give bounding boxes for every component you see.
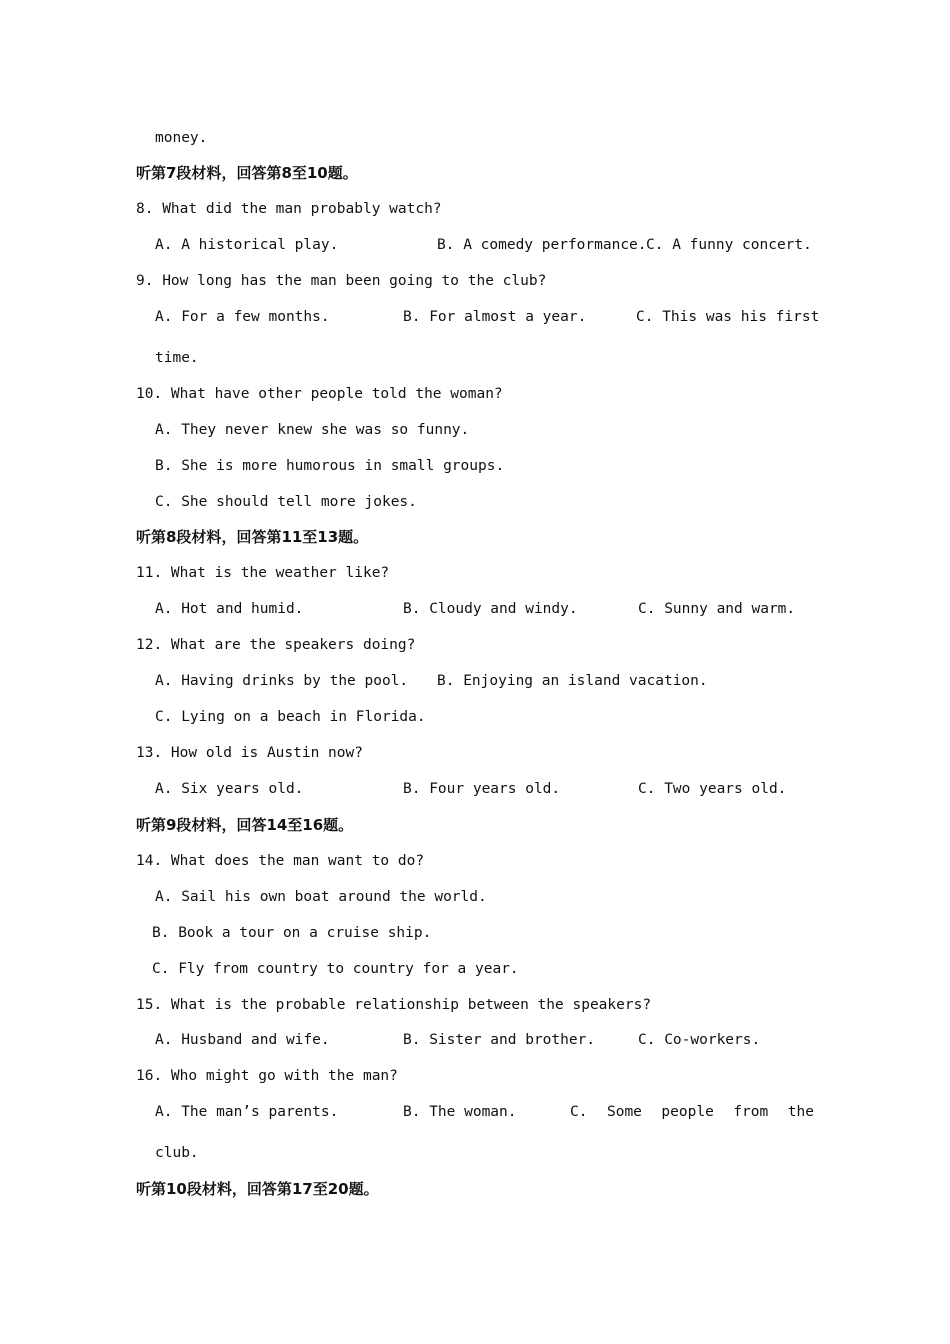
q16-option-c-word: people xyxy=(661,1104,714,1120)
q13-option-b: B. Four years old. xyxy=(403,781,561,797)
q9-option-c-cont: time. xyxy=(155,350,199,366)
q9-option-a: A. For a few months. xyxy=(155,309,330,325)
q16-option-b: B. The woman. xyxy=(403,1104,517,1120)
q8-option-c: C. A funny concert. xyxy=(646,237,812,253)
q11-option-c: C. Sunny and warm. xyxy=(638,601,796,617)
q16-option-a: A. The man’s parents. xyxy=(155,1104,339,1120)
q10-option-b: B. She is more humorous in small groups. xyxy=(155,458,505,474)
q13-option-c: C. Two years old. xyxy=(638,781,787,797)
question-15: 15. What is the probable relationship between the speakers? xyxy=(136,997,652,1013)
q16-option-c-word: Some xyxy=(606,1104,642,1120)
q12-option-b: B. Enjoying an island vacation. xyxy=(437,673,708,689)
section-heading-10: 听第10段材料，回答第17至20题。 xyxy=(136,1180,379,1198)
section-heading-9: 听第9段材料，回答14至16题。 xyxy=(136,816,354,834)
question-9: 9. How long has the man been going to the club? xyxy=(136,273,547,289)
q16-option-c-word: the xyxy=(787,1104,814,1120)
q9-option-b: B. For almost a year. xyxy=(403,309,587,325)
question-8: 8. What did the man probably watch? xyxy=(136,201,442,217)
line-money: money. xyxy=(155,130,208,146)
q11-option-a: A. Hot and humid. xyxy=(155,601,304,617)
q14-option-a: A. Sail his own boat around the world. xyxy=(155,889,487,905)
q16-option-c-word: C. xyxy=(570,1104,588,1120)
question-11: 11. What is the weather like? xyxy=(136,565,390,581)
q9-option-c: C. This was his first xyxy=(636,309,820,325)
q14-option-c: C. Fly from country to country for a year. xyxy=(152,961,519,977)
q16-option-c xyxy=(570,1102,814,1122)
q15-option-b: B. Sister and brother. xyxy=(403,1032,596,1048)
q12-option-a: A. Having drinks by the pool. xyxy=(155,673,409,689)
section-heading-8: 听第8段材料，回答第11至13题。 xyxy=(136,528,369,546)
q8-option-a: A. A historical play. xyxy=(155,237,339,253)
question-13: 13. How old is Austin now? xyxy=(136,745,363,761)
q14-option-b: B. Book a tour on a cruise ship. xyxy=(152,925,432,941)
question-12: 12. What are the speakers doing? xyxy=(136,637,416,653)
q10-option-a: A. They never knew she was so funny. xyxy=(155,422,470,438)
q10-option-c: C. She should tell more jokes. xyxy=(155,494,417,510)
q13-option-a: A. Six years old. xyxy=(155,781,304,797)
question-14: 14. What does the man want to do? xyxy=(136,853,425,869)
q11-option-b: B. Cloudy and windy. xyxy=(403,601,578,617)
question-16: 16. Who might go with the man? xyxy=(136,1068,398,1084)
q15-option-c: C. Co-workers. xyxy=(638,1032,761,1048)
question-10: 10. What have other people told the woman? xyxy=(136,386,503,402)
q16-option-c-cont: club. xyxy=(155,1145,199,1161)
q12-option-c: C. Lying on a beach in Florida. xyxy=(155,709,426,725)
q16-option-c-word: from xyxy=(733,1104,769,1120)
section-heading-7: 听第7段材料，回答第8至10题。 xyxy=(136,164,358,182)
q15-option-a: A. Husband and wife. xyxy=(155,1032,330,1048)
q8-option-b: B. A comedy performance. xyxy=(437,237,647,253)
